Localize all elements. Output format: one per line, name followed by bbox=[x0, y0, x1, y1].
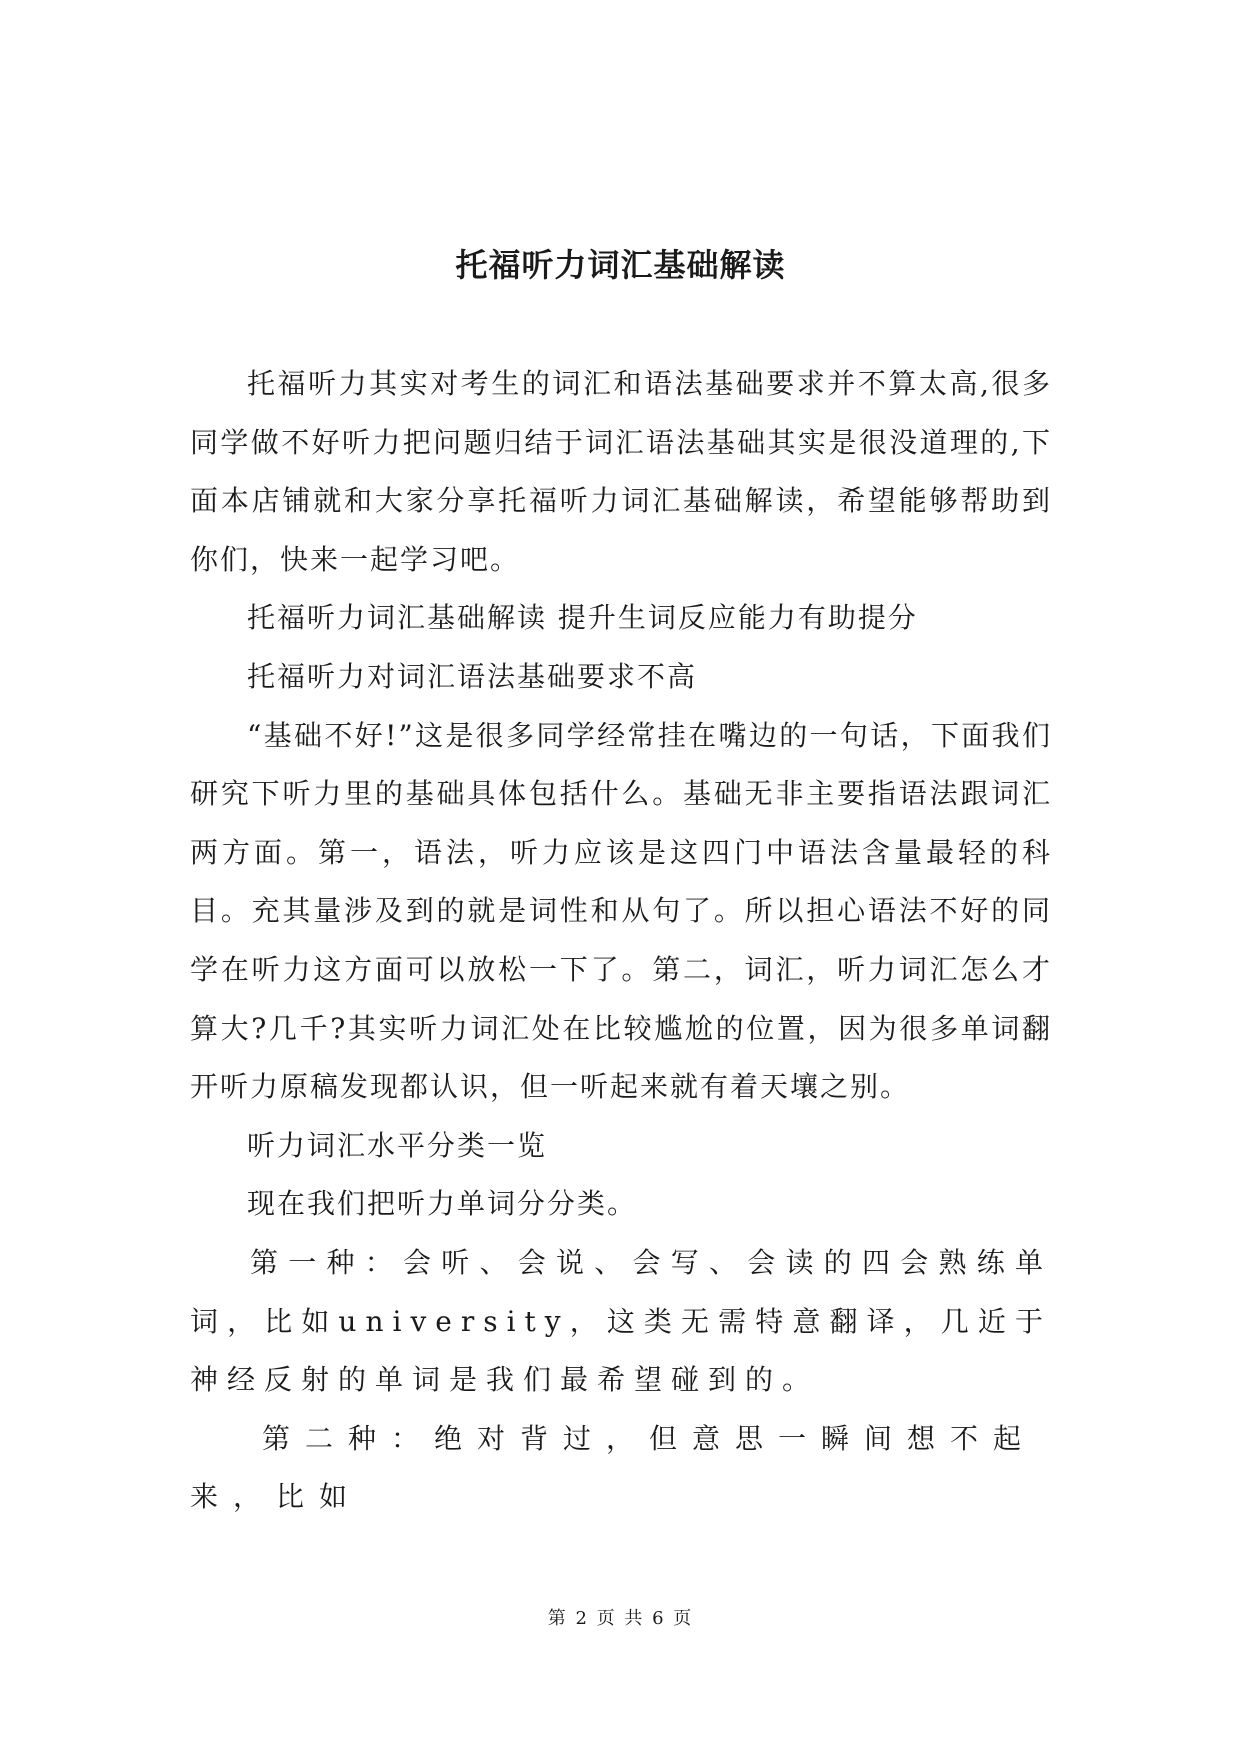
paragraph-intro: 托福听力其实对考生的词汇和语法基础要求并不算太高,很多同学做不好听力把问题归结于词汇语法基础其实是很没道理的,下面本店铺就和大家分享托福听力词汇基础解读，希望能够帮助到你们，快来一起学习吧。 bbox=[190, 367, 1052, 576]
document-body bbox=[190, 355, 1052, 1527]
paragraph-classification-intro: 现在我们把听力单词分分类。 bbox=[247, 1187, 638, 1221]
paragraph-basics: “基础不好!”这是很多同学经常挂在嘴边的一句话，下面我们研究下听力里的基础具体包括什么。基础无非主要指语法跟词汇两方面。第一，语法，听力应该是这四门中语法含量最轻的科目。充其量涉及到的就是词性和从句了。所以担心语法不好的同学在听力这方面可以放松一下了。第二，词汇，听力词汇怎么才算大?几千?其实听力词汇处在比较尴尬的位置，因为很多单词翻开听力原稿发现都认识，但一听起来就有着天壤之别。 bbox=[190, 718, 1052, 1104]
page-footer: 第 2 页 共 6 页 bbox=[547, 1608, 694, 1629]
paragraph-heading-requirements: 托福听力对词汇语法基础要求不高 bbox=[247, 659, 698, 693]
paragraph-subtitle: 托福听力词汇基础解读 提升生词反应能力有助提分 bbox=[247, 601, 918, 635]
paragraph-heading-classification: 听力词汇水平分类一览 bbox=[247, 1128, 548, 1162]
document-title: 托福听力词汇基础解读 bbox=[455, 246, 786, 285]
paragraph-type-one: 第一种：会听、会说、会写、会读的四会熟练单词，比如university，这类无需特意翻译，几近于神经反射的单词是我们最希望碰到的。 bbox=[190, 1245, 1052, 1397]
paragraph-type-two: 第二种：绝对背过，但意思一瞬间想不起来，比如 bbox=[190, 1421, 1037, 1514]
